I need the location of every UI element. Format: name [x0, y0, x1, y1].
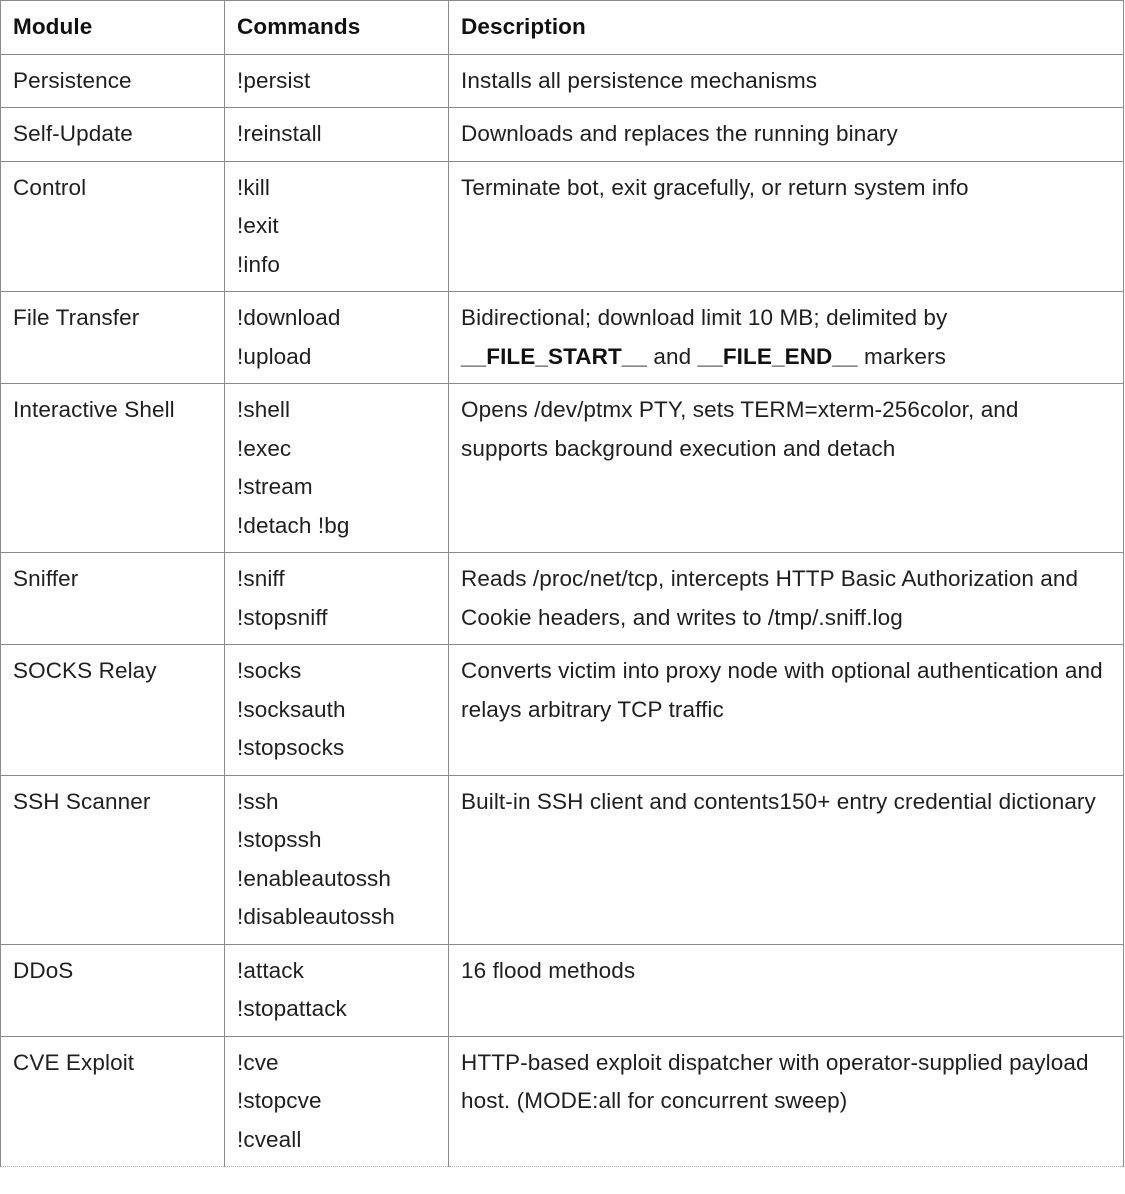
table-row [1, 384, 1124, 553]
command-item: !stopsniff [237, 604, 328, 630]
header-commands: Commands [225, 1, 449, 55]
table-row [1, 54, 1124, 108]
module-cell: Persistence [1, 54, 225, 108]
description-cell: Terminate bot, exit gracefully, or return system info [449, 161, 1124, 292]
commands-cell [225, 944, 449, 1036]
commands-cell [225, 775, 449, 944]
module-cell: SSH Scanner [1, 775, 225, 944]
description-cell: Converts victim into proxy node with optional authentication and relays arbitrary TCP traffic [449, 645, 1124, 776]
table-row [1, 775, 1124, 944]
header-module: Module [1, 1, 225, 55]
file-end-marker: __FILE_END__ [697, 343, 858, 369]
table-row [1, 553, 1124, 645]
command-item: !stopsocks [237, 735, 345, 760]
command-item: !disableautossh [237, 904, 395, 929]
table-row [1, 292, 1124, 384]
command-item: !stopattack [237, 996, 347, 1021]
header-description: Description [449, 1, 1124, 55]
command-item: !enableautossh [237, 865, 392, 891]
command-item: !shell [237, 397, 291, 422]
command-item: !detach !bg [237, 512, 350, 538]
description-text: and [647, 343, 698, 369]
table-row [1, 645, 1124, 776]
command-item: !kill [237, 174, 270, 200]
description-cell: Built-in SSH client and contents150+ entry credential dictionary [449, 775, 1124, 944]
commands-cell [225, 54, 449, 108]
command-item: !socks [237, 658, 302, 683]
module-cell: DDoS [1, 944, 225, 1036]
commands-cell [225, 384, 449, 553]
commands-cell [225, 108, 449, 162]
command-item: !socksauth [237, 696, 346, 722]
table-row [1, 161, 1124, 292]
command-item: !cveall [237, 1126, 302, 1152]
module-cell: SOCKS Relay [1, 645, 225, 776]
table-row [1, 944, 1124, 1036]
description-cell [449, 292, 1124, 384]
commands-cell [225, 292, 449, 384]
commands-cell [225, 1036, 449, 1167]
table-row [1, 108, 1124, 162]
description-cell: Opens /dev/ptmx PTY, sets TERM=xterm-256color, and supports background execution and detach [449, 384, 1124, 553]
command-item: !sniff [237, 566, 285, 591]
description-text: markers [857, 343, 946, 369]
commands-cell [225, 553, 449, 645]
command-item: !upload [237, 343, 312, 369]
command-item: !ssh [237, 788, 279, 814]
description-cell: 16 flood methods [449, 944, 1124, 1036]
file-start-marker: __FILE_START__ [461, 343, 648, 369]
command-item: !reinstall [237, 121, 322, 146]
commands-cell [225, 161, 449, 292]
command-item: !info [237, 251, 281, 277]
command-item: !stream [237, 474, 313, 499]
module-cell: Control [1, 161, 225, 292]
command-item: !exec [237, 435, 292, 461]
table-header-row [1, 1, 1124, 55]
description-cell: HTTP-based exploit dispatcher with operator-supplied payload host. (MODE:all for concurrent sweep) [449, 1036, 1124, 1167]
command-item: !exit [237, 213, 279, 238]
command-item: !attack [237, 957, 304, 983]
table-row [1, 1036, 1124, 1167]
command-item: !persist [237, 67, 311, 93]
command-item: !cve [237, 1049, 279, 1075]
command-item: !stopssh [237, 827, 322, 852]
module-cell: Sniffer [1, 553, 225, 645]
command-item: !stopcve [237, 1088, 322, 1113]
module-cell: CVE Exploit [1, 1036, 225, 1167]
description-cell: Installs all persistence mechanisms [449, 54, 1124, 108]
commands-cell [225, 645, 449, 776]
module-cell: Self-Update [1, 108, 225, 162]
module-cell: Interactive Shell [1, 384, 225, 553]
command-item: !download [237, 305, 341, 330]
description-cell: Downloads and replaces the running binary [449, 108, 1124, 162]
module-cell: File Transfer [1, 292, 225, 384]
description-text: Bidirectional; download limit 10 MB; delimited by [461, 305, 948, 330]
description-cell: Reads /proc/net/tcp, intercepts HTTP Basic Authorization and Cookie headers, and writes to /tmp/.sniff.log [449, 553, 1124, 645]
